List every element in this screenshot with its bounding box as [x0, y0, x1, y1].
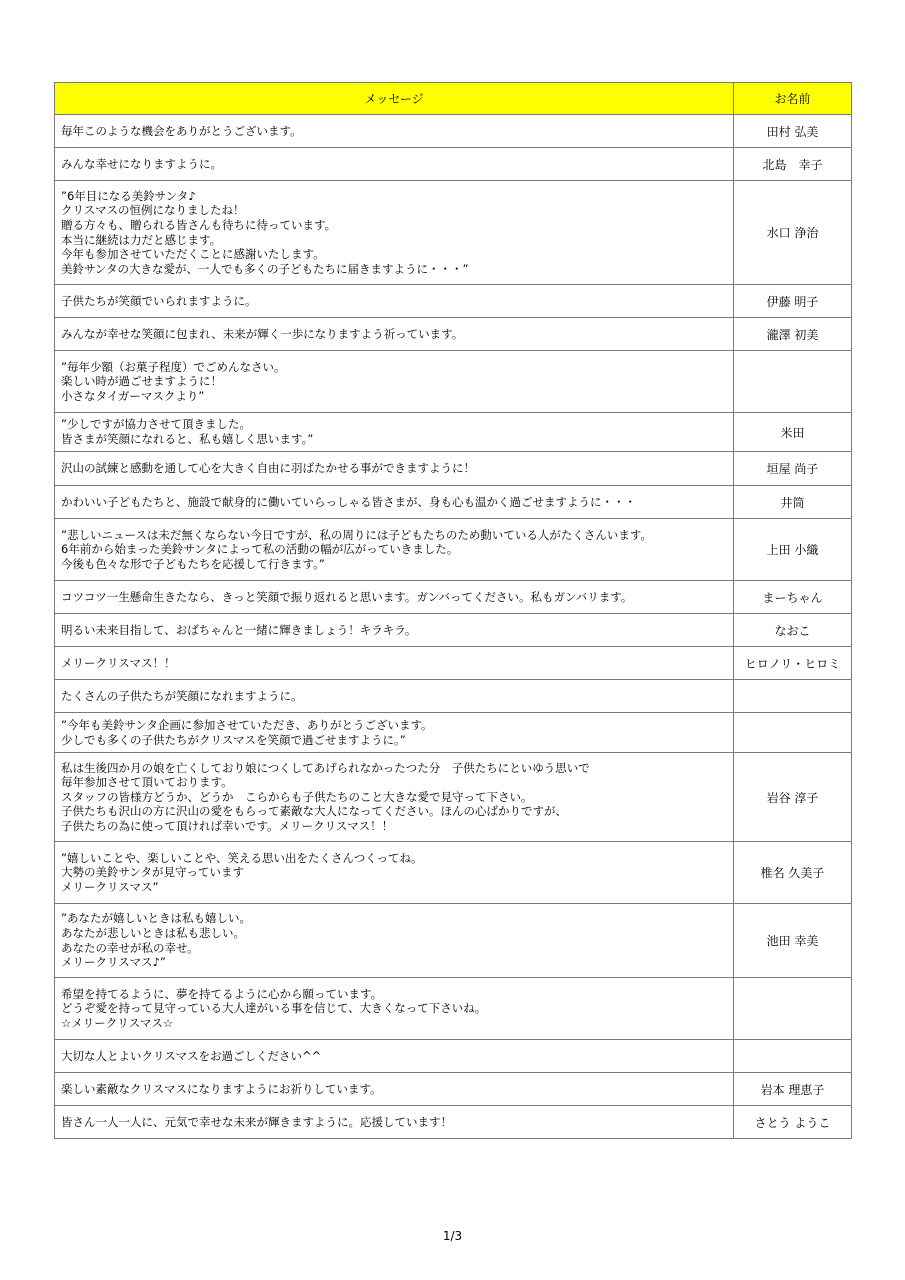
name-cell: 伊藤 明子 — [734, 285, 852, 318]
name-cell: 田村 弘美 — [734, 115, 852, 148]
message-line: 皆さまが笑顔になれると、私も嬉しく思います。” — [61, 432, 314, 446]
message-cell — [55, 1106, 734, 1139]
name-cell: ヒロノリ・ヒロミ — [734, 647, 852, 680]
message-line: 毎年参加させて頂いております。 — [61, 775, 233, 790]
message-line: あなたの幸せが私の幸せ。 — [61, 940, 199, 955]
message-line: 大勢の美鈴サンタが見守っています — [61, 865, 244, 880]
table-row — [55, 148, 852, 181]
message-line: ”少しですが協力させて頂きました。 — [61, 417, 251, 432]
message-line: 美鈴サンタの大きな愛が、一人でも多くの子どもたちに届きますように・・・” — [61, 261, 469, 276]
message-line: たくさんの子供たちが笑顔になれますように。 — [61, 688, 303, 703]
message-line: 私は生後四か月の娘を亡くしており娘につくしてあげられなかったつた分 子供たちにといゆう思いで — [61, 760, 590, 775]
table-row — [55, 614, 852, 647]
message-line: ☆メリークリスマス☆ — [61, 1015, 174, 1030]
table-row — [55, 115, 852, 148]
message-line: 大切な人とよいクリスマスをお過ごしください^^ — [61, 1048, 322, 1063]
message-cell — [55, 904, 734, 978]
message-line: みんなが幸せな笑顔に包まれ、未来が輝く一歩になりますよう祈っています。 — [61, 326, 464, 341]
message-cell — [55, 519, 734, 581]
message-line: 子供たちの為に使って頂ければ幸いです。メリークリスマス！！ — [61, 818, 394, 833]
table-row — [55, 680, 852, 713]
table-row — [55, 842, 852, 904]
name-cell — [734, 351, 852, 413]
message-cell — [55, 842, 734, 904]
page-number: 1/3 — [442, 1229, 463, 1243]
message-cell — [55, 452, 734, 486]
message-line: メリークリスマス！！ — [61, 655, 176, 670]
message-cell — [55, 680, 734, 713]
message-line: 少しでも多くの子供たちがクリスマスを笑顔で過ごせますように。” — [61, 732, 406, 747]
message-line: 今年も参加させていただくことに感謝いたします。 — [61, 247, 325, 262]
name-cell — [734, 1040, 852, 1073]
name-cell: 岩谷 淳子 — [734, 753, 852, 842]
message-line: 毎年このような機会をありがとうございます。 — [61, 123, 302, 138]
message-line: 沢山の試練と感動を通して心を大きく自由に羽ばたかせる事ができますように！ — [61, 461, 475, 476]
message-line: かわいい子どもたちと、施設で献身的に働いていらっしゃる皆さまが、身も心も温かく過ごせますように・・・ — [61, 494, 636, 509]
message-line: 子供たちが笑顔でいられますように。 — [61, 293, 257, 308]
message-line: 子供たちも沢山の方に沢山の愛をもらって素敵な大人になってください。ほんの心ばかりですが、 — [61, 804, 567, 819]
name-cell: 瀧澤 初美 — [734, 318, 852, 351]
table-row — [55, 351, 852, 413]
table-header-row — [55, 83, 852, 115]
message-cell — [55, 181, 734, 285]
message-line: 楽しい時が過ごせますように！ — [61, 374, 222, 389]
message-line: ”あなたが嬉しいときは私も嬉しい。 — [61, 911, 251, 926]
name-cell: 井筒 — [734, 486, 852, 519]
message-line: メリークリスマス” — [61, 879, 159, 894]
table-row — [55, 1073, 852, 1106]
table-row — [55, 904, 852, 978]
message-line: ”毎年少額（お菓子程度）でごめんなさい。 — [61, 359, 286, 374]
message-cell — [55, 318, 734, 351]
column-header-message: メッセージ — [55, 83, 734, 115]
message-cell — [55, 285, 734, 318]
message-line: どうぞ愛を持って見守っている大人達がいる事を信じて、大きくなって下さいね。 — [61, 1001, 487, 1016]
message-cell — [55, 581, 734, 614]
table-row — [55, 181, 852, 285]
message-cell — [55, 148, 734, 181]
table-row — [55, 713, 852, 753]
name-cell — [734, 978, 852, 1040]
name-cell: 米田 — [734, 413, 852, 452]
message-line: 今後も色々な形で子どもたちを応援して行きます。” — [61, 556, 325, 571]
name-cell: なおこ — [734, 614, 852, 647]
message-line: スタッフの皆様方どうか、どうか こらからも子供たちのこと大きな愛で見守って下さい。 — [61, 789, 533, 804]
table-row — [55, 318, 852, 351]
message-line: 明るい未来目指して、おばちゃんと一緒に輝きましょう！キラキラ。 — [61, 622, 417, 637]
column-header-name: お名前 — [734, 83, 852, 115]
message-line: 小さなタイガーマスクより” — [61, 388, 205, 403]
message-line: メリークリスマス♪” — [61, 955, 166, 970]
message-line: 贈る方々も、贈られる皆さんも待ちに待っています。 — [61, 217, 337, 232]
table-row — [55, 1106, 852, 1139]
name-cell — [734, 680, 852, 713]
message-line: あなたが悲しいときは私も悲しい。 — [61, 925, 245, 940]
message-line: クリスマスの恒例になりましたね！ — [61, 203, 245, 218]
name-cell: 垣屋 尚子 — [734, 452, 852, 486]
message-line: ”6年目になる美鈴サンタ♪ — [61, 188, 196, 203]
message-line: ”今年も美鈴サンタ企画に参加させていただき、ありがとうございます。 — [61, 717, 433, 732]
table-row — [55, 452, 852, 486]
name-cell: 椎名 久美子 — [734, 842, 852, 904]
message-cell — [55, 413, 734, 452]
table-row — [55, 647, 852, 680]
name-cell: 池田 幸美 — [734, 904, 852, 978]
message-line: コツコツ一生懸命生きたなら、きっと笑顔で振り返れると思います。ガンバってください。私もガンバリます。 — [61, 589, 633, 604]
name-cell: さとう ようこ — [734, 1106, 852, 1139]
message-line: ”嬉しいことや、楽しいことや、笑える思い出をたくさんつくってね。 — [61, 850, 423, 865]
name-cell: まーちゃん — [734, 581, 852, 614]
table-row — [55, 519, 852, 581]
message-cell — [55, 115, 734, 148]
message-cell — [55, 486, 734, 519]
message-cell — [55, 647, 734, 680]
table-row — [55, 1040, 852, 1073]
table-row — [55, 413, 852, 452]
table-row — [55, 753, 852, 842]
message-cell — [55, 351, 734, 413]
message-line: 6年前から始まった美鈴サンタによって私の活動の幅が広がっていきました。 — [61, 542, 459, 557]
message-line: みんな幸せになりますように。 — [61, 156, 222, 171]
message-cell — [55, 614, 734, 647]
name-cell — [734, 713, 852, 753]
message-line: 楽しい素敵なクリスマスになりますようにお祈りしています。 — [61, 1081, 382, 1096]
name-cell: 水口 浄治 — [734, 181, 852, 285]
message-line: 希望を持てるように、夢を持てるように心から願っています。 — [61, 986, 383, 1001]
name-cell: 北島 幸子 — [734, 148, 852, 181]
name-cell: 岩本 理恵子 — [734, 1073, 852, 1106]
message-cell — [55, 1073, 734, 1106]
table-row — [55, 486, 852, 519]
message-table — [54, 82, 852, 1139]
table-row — [55, 581, 852, 614]
message-line: 皆さん一人一人に、元気で幸せな未来が輝きますように。応援しています！ — [61, 1114, 452, 1129]
name-cell: 上田 小織 — [734, 519, 852, 581]
message-cell — [55, 978, 734, 1040]
message-cell — [55, 713, 734, 753]
message-line: 本当に継続は力だと感じます。 — [61, 232, 222, 247]
message-cell — [55, 1040, 734, 1073]
table-row — [55, 978, 852, 1040]
table-row — [55, 285, 852, 318]
message-cell — [55, 753, 734, 842]
message-line: ”悲しいニュースは未だ無くならない今日ですが、私の周りには子どもたちのため動いている人がたくさんいます。 — [61, 527, 652, 542]
